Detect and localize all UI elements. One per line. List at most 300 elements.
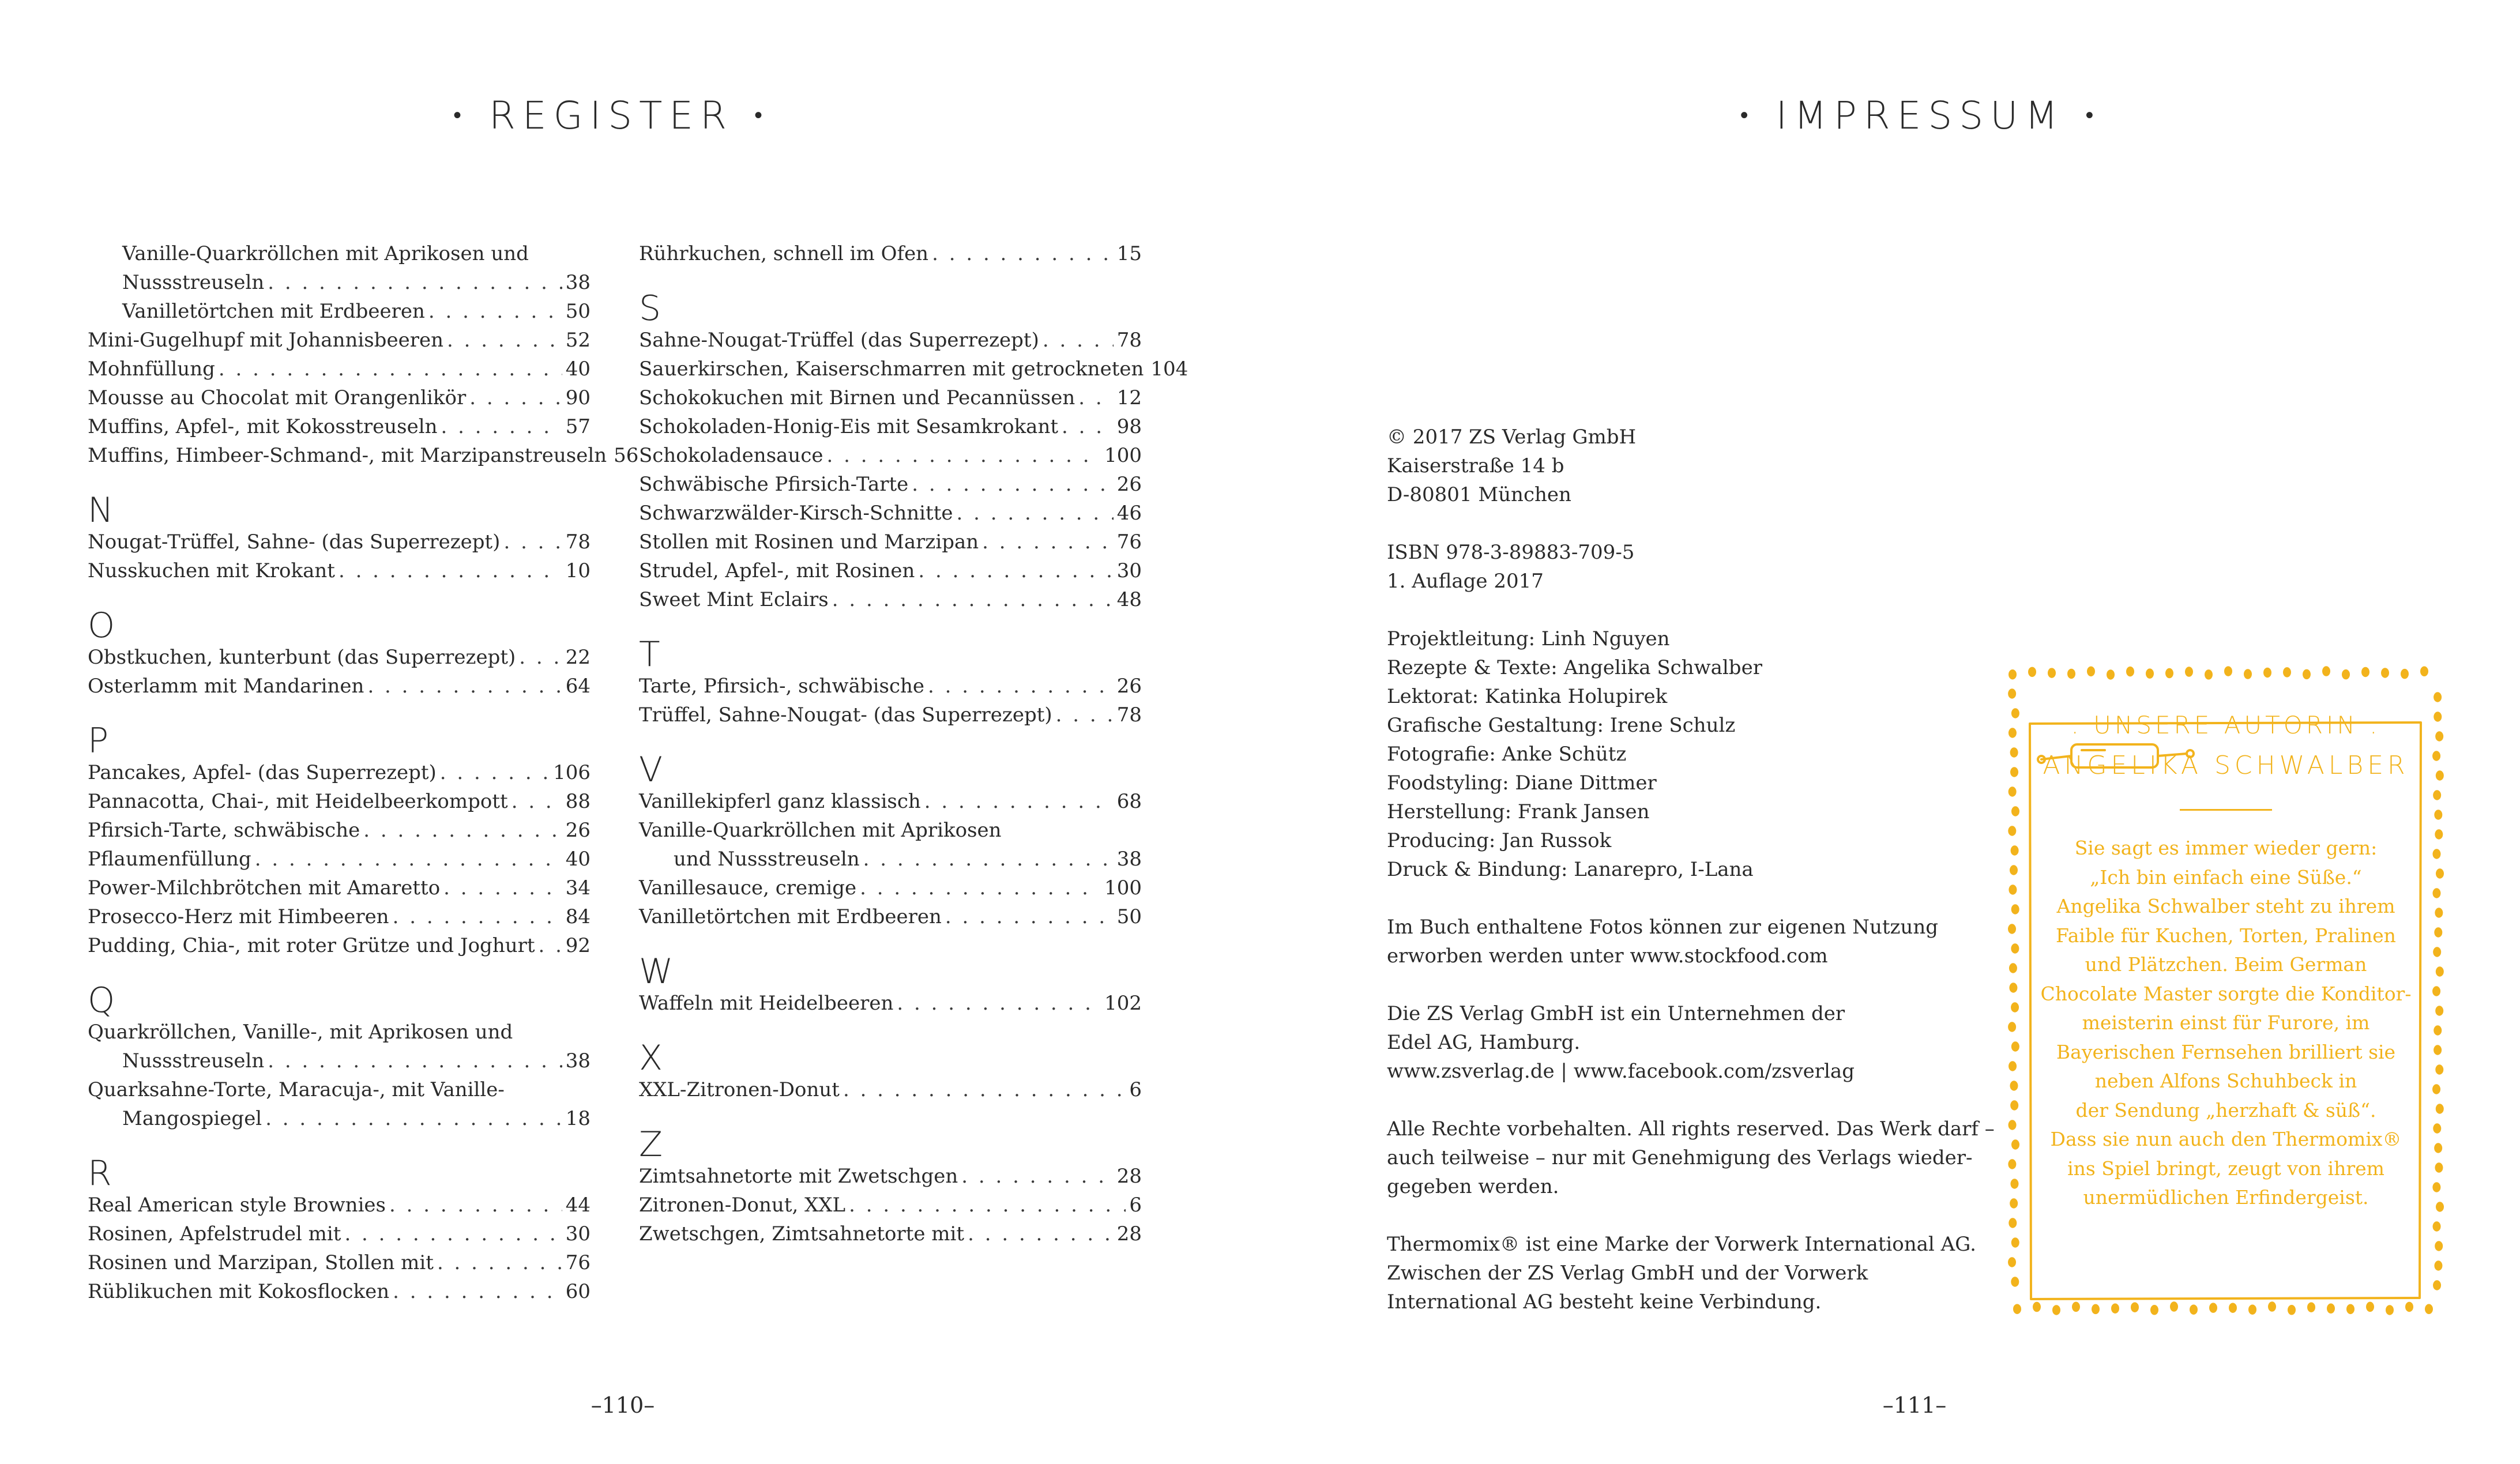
frame-dot — [2435, 908, 2443, 918]
index-entry-title: Quarksahne-Torte, Maracuja-, mit Vanille- — [88, 1078, 505, 1101]
frame-dot — [2436, 1104, 2444, 1114]
dot-leader — [843, 1075, 1126, 1104]
imprint-line: © 2017 ZS Verlag GmbH — [1387, 426, 1637, 449]
frame-dot — [2008, 688, 2016, 699]
index-entry — [639, 412, 1142, 441]
index-letter: T — [639, 634, 660, 675]
frame-dot — [2435, 829, 2443, 840]
author-divider — [2180, 809, 2272, 811]
index-entry-title: Stollen mit Rosinen und Marzipan — [639, 530, 979, 554]
dot-leader — [957, 499, 1114, 528]
index-entry-title: Nussstreuseln — [122, 271, 265, 294]
index-entry-title: Zwetschgen, Zimtsahnetorte mit — [639, 1222, 965, 1245]
impressum-heading-text: IMPRESSUM — [1776, 93, 2065, 138]
frame-dot — [2170, 1301, 2178, 1312]
imprint-line: Die ZS Verlag GmbH ist ein Unternehmen der — [1387, 1002, 1845, 1025]
index-entry-page: 88 — [565, 790, 590, 813]
dot-leader — [447, 326, 562, 355]
frame-dot — [2011, 806, 2019, 816]
imprint-line: Druck & Bindung: Lanarepro, I-Lana — [1387, 858, 1754, 881]
index-entry — [639, 874, 1142, 902]
index-entry-title: Vanilletörtchen mit Erdbeeren — [122, 300, 425, 323]
frame-dot — [2028, 667, 2036, 678]
index-letter: N — [88, 490, 114, 530]
imprint-line: Kaiserstraße 14 b — [1387, 454, 1564, 477]
index-entry-page: 78 — [565, 530, 590, 554]
index-entry — [88, 1191, 590, 1220]
frame-dot — [2011, 904, 2019, 914]
frame-dot — [2434, 1260, 2442, 1271]
frame-dot — [2432, 888, 2440, 898]
imprint-line: Alle Rechte vorbehalten. All rights reserved. Das Werk darf – — [1387, 1117, 1995, 1141]
frame-dot — [2010, 1081, 2018, 1091]
index-entry — [88, 787, 590, 816]
index-letter: O — [88, 605, 115, 646]
index-entry — [639, 441, 1142, 470]
index-entry-page: 10 — [565, 559, 590, 582]
index-entry-title: Obstkuchen, kunterbunt (das Superrezept) — [88, 646, 516, 669]
index-entry-page: 68 — [1116, 790, 1142, 813]
index-entry-title: Zimtsahnetorte mit Zwetschgen — [639, 1165, 958, 1188]
index-letter: Q — [88, 980, 115, 1021]
frame-dot — [2434, 1025, 2442, 1036]
index-entry — [88, 412, 590, 441]
index-entry-page: 38 — [565, 1049, 590, 1072]
index-entry-page: 90 — [565, 386, 590, 409]
dot-leader — [1062, 412, 1114, 441]
index-entry-page: 28 — [1116, 1165, 1142, 1188]
heading-dot: • — [453, 102, 469, 129]
index-letter: V — [639, 750, 663, 790]
dot-leader — [849, 1191, 1126, 1220]
index-entry-title: Power-Milchbrötchen mit Amaretto — [88, 876, 441, 900]
index-entry-page: 76 — [565, 1251, 590, 1274]
frame-dot — [2008, 924, 2016, 934]
index-entry — [88, 239, 590, 268]
author-label: . UNSERE AUTORIN . — [2071, 711, 2381, 739]
index-entry-title: Strudel, Apfel-, mit Rosinen — [639, 559, 915, 582]
index-entry-title: Pfirsich-Tarte, schwäbische — [88, 819, 360, 842]
dot-leader — [344, 1220, 562, 1248]
index-entry — [88, 1104, 590, 1133]
index-entry-title: Mohnfüllung — [88, 357, 215, 381]
index-entry — [639, 1220, 1142, 1248]
frame-dot — [2013, 1304, 2021, 1314]
index-entry — [88, 1018, 590, 1047]
index-entry-page: 92 — [565, 934, 590, 957]
author-bio-line: Sie sagt es immer wieder gern: — [2074, 837, 2378, 859]
dot-leader — [268, 268, 562, 297]
dot-leader — [367, 672, 562, 701]
dot-leader — [961, 1162, 1113, 1191]
index-entry-title: Sweet Mint Eclairs — [639, 588, 829, 611]
dot-leader — [440, 758, 550, 787]
dot-leader — [255, 845, 562, 874]
imprint-line: Thermomix® ist eine Marke der Vorwerk International AG. — [1387, 1233, 1976, 1256]
index-entry-page: 104 — [1150, 357, 1188, 381]
index-entry-page: 30 — [1116, 559, 1142, 582]
frame-dot — [2009, 1218, 2017, 1228]
frame-dot — [2436, 966, 2444, 977]
author-bio-line: Dass sie nun auch den Thermomix® — [2050, 1128, 2402, 1150]
index-entry — [88, 268, 590, 297]
frame-dot — [2067, 669, 2075, 679]
author-name: ANGELIKA SCHWALBER — [2043, 751, 2409, 780]
imprint-line: www.zsverlag.de | www.facebook.com/zsverlag — [1387, 1060, 1855, 1083]
index-letter: P — [88, 721, 109, 761]
index-entry-title: und Nussstreuseln — [674, 848, 860, 871]
frame-dot — [2052, 1305, 2060, 1315]
heading-dot: • — [754, 102, 769, 129]
dot-leader — [363, 816, 562, 845]
frame-dot — [2008, 1257, 2016, 1267]
imprint-line: ISBN 978-3-89883-709-5 — [1387, 541, 1635, 564]
frame-dot — [2008, 1159, 2016, 1169]
author-bio — [2036, 834, 2416, 1213]
frame-dot — [2009, 728, 2017, 738]
index-entry — [88, 1248, 590, 1277]
index-entry — [639, 239, 1142, 268]
index-entry — [88, 845, 590, 874]
author-bio-line: meisterin einst für Furore, im — [2082, 1011, 2370, 1034]
index-entry-page: 40 — [565, 848, 590, 871]
imprint-line: Projektleitung: Linh Nguyen — [1387, 627, 1670, 650]
imprint-line: Fotografie: Anke Schütz — [1387, 743, 1627, 766]
frame-dot — [2010, 767, 2018, 777]
imprint-line: Grafische Gestaltung: Irene Schulz — [1387, 714, 1736, 737]
index-entry-title: Rüblikuchen mit Kokosflocken — [88, 1280, 390, 1303]
imprint-line: erworben werden unter www.stockfood.com — [1387, 944, 1828, 968]
index-entry-page: 34 — [565, 876, 590, 900]
frame-dot — [2268, 1301, 2276, 1312]
dot-leader — [265, 1104, 562, 1133]
index-entry — [639, 672, 1142, 701]
index-entry-title: Vanilletörtchen mit Erdbeeren — [639, 905, 942, 928]
author-bio-line: unermüdlichen Erfindergeist. — [2083, 1186, 2369, 1209]
frame-dot — [2433, 1280, 2441, 1290]
index-entry-title: Waffeln mit Heidelbeeren — [639, 992, 894, 1015]
index-entry — [88, 816, 590, 845]
index-entry — [639, 326, 1142, 355]
frame-dot — [2107, 669, 2115, 680]
index-entry — [88, 383, 590, 412]
frame-dot — [2366, 1302, 2374, 1312]
frame-dot — [2092, 1304, 2100, 1315]
index-entry — [639, 528, 1142, 556]
dot-leader — [389, 1191, 562, 1220]
dot-leader — [924, 787, 1114, 816]
index-entry — [88, 1220, 590, 1248]
index-entry-page: 46 — [1116, 502, 1142, 525]
register-heading-text: REGISTER — [489, 93, 734, 138]
index-entry-page: 102 — [1104, 992, 1142, 1015]
author-bio-line: neben Alfons Schuhbeck in — [2094, 1070, 2357, 1092]
frame-dot — [2432, 1084, 2440, 1094]
frame-dot — [2224, 666, 2232, 676]
index-entry-title: Vanillekipferl ganz klassisch — [639, 790, 921, 813]
dot-leader — [945, 902, 1114, 931]
imprint-line: auch teilweise – nur mit Genehmigung des Verlags wieder- — [1387, 1146, 1973, 1169]
dot-leader — [897, 989, 1101, 1018]
index-entry — [88, 874, 590, 902]
heading-dot: • — [1740, 102, 1755, 129]
index-entry-title: Sahne-Nougat-Trüffel (das Superrezept) — [639, 329, 1039, 352]
index-entry — [88, 441, 639, 470]
index-entry-title: Mousse au Chocolat mit Orangenlikör — [88, 386, 467, 409]
index-entry — [639, 989, 1142, 1018]
frame-dot — [2072, 1302, 2080, 1312]
index-letter: W — [639, 951, 674, 992]
index-entry-page: 50 — [565, 300, 590, 323]
index-entry — [88, 556, 590, 585]
frame-dot — [2433, 1221, 2441, 1232]
author-bio-line: der Sendung „herzhaft & süß“. — [2075, 1098, 2376, 1121]
rolling-pin-icon — [2036, 736, 2197, 777]
index-entry-page: 64 — [565, 675, 590, 698]
register-column-1 — [88, 239, 639, 1306]
index-entry — [88, 1277, 590, 1306]
frame-dot — [2432, 986, 2440, 996]
imprint-line: Im Buch enthaltene Fotos können zur eigenen Nutzung — [1387, 916, 1938, 939]
dot-leader — [826, 441, 1101, 470]
index-entry-title: Mini-Gugelhupf mit Johannisbeeren — [88, 329, 443, 352]
index-entry — [88, 1075, 590, 1104]
index-entry-title: Tarte, Pfirsich-, schwäbische — [639, 675, 925, 698]
frame-dot — [2011, 1277, 2019, 1287]
index-entry-title: Nussstreuseln — [122, 1049, 265, 1072]
frame-dot — [2435, 1241, 2443, 1251]
index-entry-page: 100 — [1104, 876, 1142, 900]
frame-dot — [2434, 927, 2442, 938]
index-entry — [639, 1162, 1142, 1191]
index-entry — [88, 355, 590, 383]
frame-dot — [2283, 667, 2291, 678]
frame-dot — [2185, 667, 2193, 677]
index-entry — [88, 326, 590, 355]
imprint-spacer — [1387, 1086, 1940, 1115]
index-entry-title: Zitronen-Donut, XXL — [639, 1194, 846, 1217]
frame-dot — [2150, 1305, 2158, 1315]
index-entry-title: Quarkröllchen, Vanille-, mit Aprikosen und — [88, 1021, 513, 1044]
frame-dot — [2209, 1303, 2217, 1313]
dot-leader — [1078, 383, 1114, 412]
index-entry-title: Schokoladensauce — [639, 444, 823, 467]
imprint-line: International AG besteht keine Verbindung. — [1387, 1290, 1822, 1314]
imprint-spacer — [1387, 509, 1940, 538]
index-entry — [639, 556, 1142, 585]
author-bio-line: Chocolate Master sorgte die Konditor- — [2040, 982, 2412, 1005]
dot-leader — [338, 556, 562, 585]
frame-dot — [2435, 1006, 2443, 1016]
index-entry — [88, 528, 590, 556]
index-entry-page: 38 — [565, 271, 590, 294]
index-entry — [639, 816, 1142, 845]
imprint-line: D-80801 München — [1387, 483, 1571, 506]
imprint-line: Rezepte & Texte: Angelika Schwalber — [1387, 656, 1762, 679]
index-entry-page: 6 — [1129, 1078, 1142, 1101]
index-letter: S — [639, 288, 661, 329]
imprint-line: Edel AG, Hamburg. — [1387, 1031, 1581, 1054]
dot-leader — [912, 470, 1113, 499]
frame-dot — [2436, 1202, 2444, 1212]
frame-dot — [2011, 1002, 2019, 1013]
index-entry — [639, 1191, 1142, 1220]
frame-dot — [2009, 983, 2017, 993]
index-entry — [88, 672, 590, 701]
index-letter: Z — [639, 1124, 663, 1165]
frame-dot — [2011, 1041, 2019, 1052]
frame-dot — [2434, 712, 2442, 722]
imprint-line: Herstellung: Frank Jansen — [1387, 800, 1650, 823]
dot-leader — [863, 845, 1114, 874]
index-entry — [88, 931, 590, 960]
index-entry-title: Rührkuchen, schnell im Ofen — [639, 242, 929, 265]
author-bio-line: „Ich bin einfach eine Süße.“ — [2090, 865, 2362, 889]
frame-dot — [2346, 1304, 2354, 1315]
index-entry-page: 84 — [565, 905, 590, 928]
index-entry-title: Prosecco-Herz mit Himbeeren — [88, 905, 389, 928]
frame-dot — [2436, 770, 2444, 781]
frame-dot — [2322, 666, 2330, 676]
frame-dot — [2010, 1179, 2018, 1189]
dot-leader — [1043, 326, 1114, 355]
frame-dot — [2009, 1120, 2017, 1130]
index-entry-title: Nusskuchen mit Krokant — [88, 559, 335, 582]
index-entry — [88, 643, 590, 672]
index-entry-page: 50 — [1116, 905, 1142, 928]
index-entry-page: 78 — [1116, 703, 1142, 727]
frame-dot — [2011, 1237, 2019, 1248]
frame-dot — [2434, 1143, 2442, 1153]
index-entry-title: Muffins, Himbeer-Schmand-, mit Marzipanstreuseln — [88, 444, 607, 467]
dot-leader — [928, 672, 1114, 701]
register-column-2 — [639, 239, 1188, 1248]
index-entry-page: 38 — [1116, 848, 1142, 871]
index-entry-page: 18 — [565, 1107, 590, 1130]
index-entry-title: Rosinen, Apfelstrudel mit — [88, 1222, 341, 1245]
frame-dot — [2435, 1064, 2443, 1075]
dot-leader — [441, 412, 562, 441]
dot-leader — [918, 556, 1113, 585]
frame-dot — [2288, 1305, 2296, 1315]
index-entry — [639, 902, 1142, 931]
impressum-heading — [1742, 86, 2099, 144]
index-entry-title: Vanille-Quarkröllchen mit Aprikosen — [639, 819, 1002, 842]
index-entry — [639, 845, 1142, 874]
index-entry-page: 26 — [1116, 675, 1142, 698]
index-entry — [88, 297, 590, 326]
frame-dot — [2011, 943, 2019, 954]
frame-dot — [2436, 868, 2444, 879]
frame-dot — [2433, 947, 2441, 957]
dot-leader — [968, 1220, 1114, 1248]
index-entry-title: Schwäbische Pfirsich-Tarte — [639, 473, 909, 496]
index-entry-page: 15 — [1116, 242, 1142, 265]
author-bio-line: Faible für Kuchen, Torten, Pralinen — [2056, 924, 2396, 947]
dot-leader — [832, 585, 1114, 614]
frame-dot — [2342, 669, 2350, 680]
frame-dot — [2433, 790, 2441, 800]
frame-dot — [2008, 826, 2016, 836]
dot-leader — [982, 528, 1114, 556]
imprint-spacer — [1387, 1201, 1940, 1230]
frame-dot — [2009, 885, 2017, 895]
imprint-line: 1. Auflage 2017 — [1387, 570, 1544, 593]
imprint-line: Lektorat: Katinka Holupirek — [1387, 685, 1668, 708]
index-entry-title: Vanillesauce, cremige — [639, 876, 857, 900]
imprint-line: Foodstyling: Diane Dittmer — [1387, 771, 1657, 795]
dot-leader — [268, 1047, 562, 1075]
frame-dot — [2111, 1303, 2119, 1314]
register-heading — [450, 86, 773, 144]
index-entry-page: 28 — [1116, 1222, 1142, 1245]
index-entry-page: 6 — [1129, 1194, 1142, 1217]
frame-dot — [2432, 751, 2440, 761]
frame-dot — [2420, 667, 2428, 677]
frame-dot — [2386, 1305, 2394, 1315]
dot-leader — [443, 874, 562, 902]
index-entry-title: Pannacotta, Chai-, mit Heidelbeerkompott — [88, 790, 508, 813]
imprint-block — [1387, 423, 1995, 1316]
index-entry — [639, 470, 1142, 499]
index-letter: X — [639, 1038, 663, 1078]
index-entry-page: 22 — [565, 646, 590, 669]
frame-dot — [2405, 1302, 2413, 1312]
page-number-left: –110– — [590, 1393, 655, 1418]
index-entry — [639, 701, 1142, 729]
index-entry-title: Osterlamm mit Mandarinen — [88, 675, 364, 698]
author-bio-line: Angelika Schwalber steht zu ihrem — [2056, 895, 2395, 917]
author-bio-line: und Plätzchen. Beim German — [2085, 953, 2367, 976]
dot-leader — [519, 643, 562, 672]
dot-leader — [511, 787, 562, 816]
frame-dot — [2381, 668, 2389, 678]
frame-dot — [2432, 1182, 2440, 1192]
frame-dot — [2008, 1022, 2016, 1032]
frame-dot — [2087, 667, 2095, 677]
frame-dot — [2010, 865, 2018, 875]
imprint-spacer — [1387, 596, 1940, 624]
index-entry-page: 26 — [1116, 473, 1142, 496]
dot-leader — [469, 383, 562, 412]
index-entry — [639, 585, 1142, 614]
frame-dot — [2432, 849, 2440, 859]
dot-leader — [219, 355, 562, 383]
index-entry — [639, 355, 1188, 383]
index-entry-page: 44 — [565, 1194, 590, 1217]
imprint-line: gegeben werden. — [1387, 1175, 1559, 1198]
index-entry-page: 106 — [553, 761, 590, 784]
frame-dot — [2131, 1302, 2139, 1312]
index-entry-page: 78 — [1116, 329, 1142, 352]
frame-dot — [2435, 1162, 2443, 1173]
imprint-line: Producing: Jan Russok — [1387, 829, 1612, 852]
dot-leader — [428, 297, 562, 326]
index-entry-page: 48 — [1116, 588, 1142, 611]
index-entry-title: Pflaumenfüllung — [88, 848, 251, 871]
frame-dot — [2307, 1302, 2315, 1312]
index-entry — [88, 1047, 590, 1075]
author-box-content — [2036, 705, 2416, 1213]
frame-dot — [2011, 708, 2019, 718]
index-entry — [88, 758, 590, 787]
frame-dot — [2009, 1061, 2017, 1071]
index-entry-page: 60 — [565, 1280, 590, 1303]
dot-leader — [503, 528, 562, 556]
index-entry-page: 57 — [565, 415, 590, 438]
dot-leader — [932, 239, 1114, 268]
index-entry-title: Schokoladen-Honig-Eis mit Sesamkrokant — [639, 415, 1058, 438]
